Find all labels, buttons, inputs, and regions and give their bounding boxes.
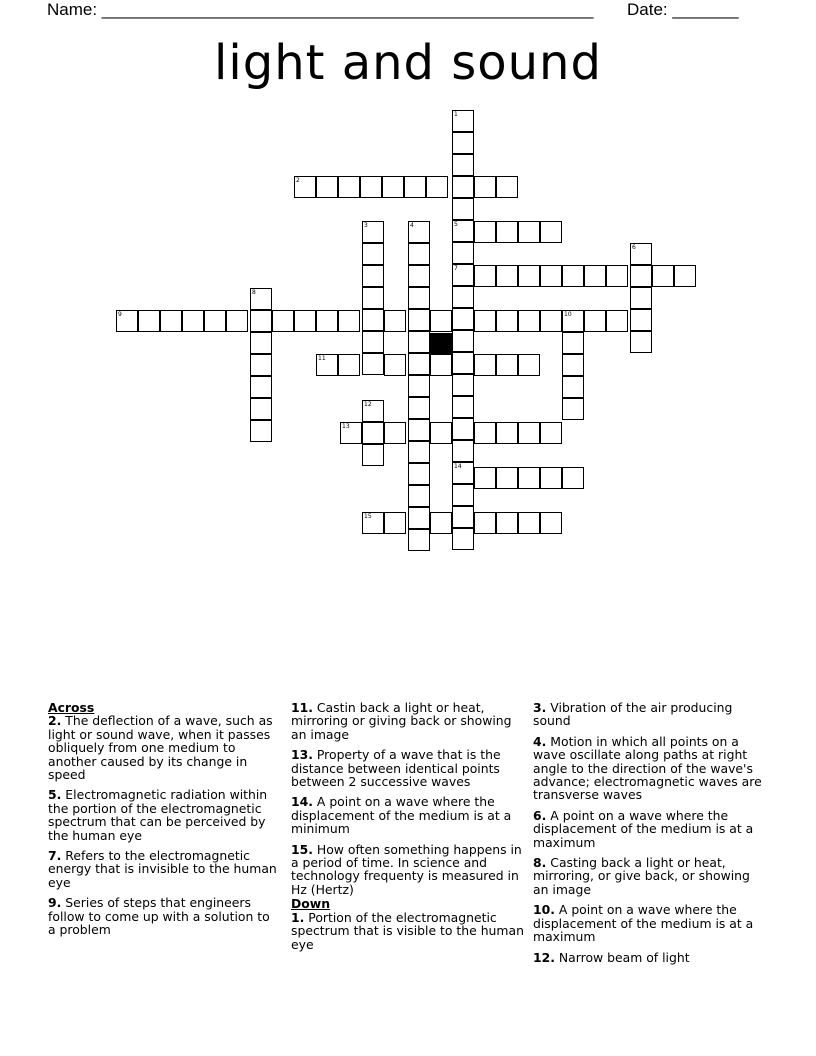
grid-cell[interactable] [408, 331, 430, 353]
grid-cell[interactable] [562, 332, 584, 354]
cell-number: 12 [364, 401, 372, 408]
grid-cell[interactable] [540, 422, 562, 444]
grid-cell[interactable] [408, 441, 430, 463]
grid-cell[interactable] [384, 422, 406, 444]
grid-cell[interactable] [474, 354, 496, 376]
grid-cell[interactable] [452, 484, 474, 506]
grid-cell[interactable] [408, 463, 430, 485]
grid-cell[interactable] [250, 310, 272, 332]
clue-item: 2. The deflection of a wave, such as light or sound wave, when it passes obliquely from one medium to another caused by its change in speed [48, 713, 273, 783]
grid-cell[interactable] [452, 418, 474, 440]
cell-number: 14 [454, 463, 462, 470]
grid-cell[interactable] [606, 265, 628, 287]
cell-number: 1 [454, 111, 458, 118]
grid-cell[interactable] [540, 310, 562, 332]
grid-cell[interactable] [404, 176, 426, 198]
grid-cell[interactable] [250, 332, 272, 354]
clue-item: 15. How often something happens in a period of time. In science and technology frequenty is measured in Hz (Hertz) [291, 841, 522, 897]
cell-number: 15 [364, 513, 372, 520]
clue-item: 1. Portion of the electromagnetic spectrum that is visible to the human eye [291, 909, 524, 952]
cell-number: 3 [364, 222, 368, 229]
clue-item: 11. Castin back a light or heat, mirroring or giving back or showing an image [291, 700, 512, 742]
grid-cell[interactable] [630, 287, 652, 309]
clues-column-1 [48, 701, 280, 944]
grid-cell[interactable] [384, 310, 406, 332]
grid-cell[interactable] [540, 221, 562, 243]
clue-item: 9. Series of steps that engineers follow to come up with a solution to a problem [48, 895, 270, 938]
cell-number: 4 [410, 222, 414, 229]
grid-cell[interactable] [452, 330, 474, 352]
clue-item: 8. Casting back a light or heat, mirroring, or give back, or showing an image [533, 855, 750, 897]
grid-cell[interactable] [362, 331, 384, 353]
grid-cell[interactable] [430, 422, 452, 444]
grid-cell[interactable] [316, 354, 338, 376]
grid-cell[interactable] [540, 265, 562, 287]
grid-cell[interactable] [382, 176, 404, 198]
grid-cell[interactable] [496, 512, 518, 534]
grid-cell[interactable] [562, 310, 584, 332]
grid-cell[interactable] [474, 265, 496, 287]
grid-cell[interactable] [496, 467, 518, 489]
grid-cell[interactable] [362, 287, 384, 309]
grid-cell[interactable] [452, 264, 474, 286]
grid-cell[interactable] [452, 440, 474, 462]
grid-cell[interactable] [518, 354, 540, 376]
cell-number: 8 [252, 289, 256, 296]
grid-cell[interactable] [496, 176, 518, 198]
grid-cell[interactable] [452, 352, 474, 374]
across-heading: Across [48, 700, 95, 715]
grid-cell[interactable] [408, 485, 430, 507]
grid-cell[interactable] [496, 422, 518, 444]
grid-cell[interactable] [160, 310, 182, 332]
grid-cell[interactable] [474, 467, 496, 489]
name-field[interactable]: Name: ____________________________________________________ [47, 0, 594, 19]
grid-cell[interactable] [250, 288, 272, 310]
grid-cell[interactable] [452, 308, 474, 330]
grid-cell[interactable] [362, 400, 384, 422]
grid-cell[interactable] [116, 310, 138, 332]
grid-cell[interactable] [584, 265, 606, 287]
grid-cell[interactable] [562, 354, 584, 376]
grid-cell[interactable] [452, 154, 474, 176]
black-square [430, 333, 452, 355]
cell-number: 2 [296, 177, 300, 184]
clue-item: 10. A point on a wave where the displacement of the medium is at a maximum [533, 902, 754, 945]
grid-cell[interactable] [360, 176, 382, 198]
grid-cell[interactable] [540, 512, 562, 534]
grid-cell[interactable] [408, 375, 430, 397]
grid-cell[interactable] [452, 462, 474, 484]
cell-number: 9 [118, 311, 122, 318]
clues-column-2 [291, 701, 527, 958]
grid-cell[interactable] [452, 506, 474, 528]
cell-number: 5 [454, 221, 458, 228]
grid-cell[interactable] [518, 310, 540, 332]
grid-cell[interactable] [204, 310, 226, 332]
grid-cell[interactable] [430, 310, 452, 332]
grid-cell[interactable] [496, 265, 518, 287]
grid-cell[interactable] [362, 265, 384, 287]
grid-cell[interactable] [250, 376, 272, 398]
grid-cell[interactable] [362, 444, 384, 466]
grid-cell[interactable] [408, 309, 430, 331]
cell-number: 6 [632, 244, 636, 251]
grid-cell[interactable] [496, 221, 518, 243]
grid-cell[interactable] [630, 265, 652, 287]
grid-cell[interactable] [630, 309, 652, 331]
grid-cell[interactable] [674, 265, 696, 287]
grid-cell[interactable] [316, 176, 338, 198]
grid-cell[interactable] [562, 265, 584, 287]
grid-cell[interactable] [408, 221, 430, 243]
grid-cell[interactable] [362, 353, 384, 375]
grid-cell[interactable] [452, 198, 474, 220]
down-heading: Down [291, 896, 331, 912]
grid-cell[interactable] [362, 221, 384, 243]
grid-cell[interactable] [630, 331, 652, 353]
clue-item: 5. Electromagnetic radiation within the portion of the electromagnetic spectrum that can be perceived by the human eye [48, 787, 268, 843]
cell-number: 7 [454, 265, 458, 272]
clue-item: 4. Motion in which all points on a wave oscillate along paths at right angle to the direction of the wave's advance; electromagnetic waves are transverse waves [533, 733, 762, 803]
grid-cell[interactable] [518, 467, 540, 489]
grid-cell[interactable] [496, 354, 518, 376]
grid-cell[interactable] [384, 354, 406, 376]
clue-item: 7. Refers to the electromagnetic energy that is invisible to the human eye [48, 848, 277, 890]
grid-cell[interactable] [340, 422, 362, 444]
grid-cell[interactable] [338, 176, 360, 198]
grid-cell[interactable] [562, 467, 584, 489]
date-field[interactable]: Date: _______ [627, 0, 739, 19]
grid-cell[interactable] [452, 396, 474, 418]
grid-cell[interactable] [362, 309, 384, 331]
grid-cell[interactable] [518, 422, 540, 444]
grid-cell[interactable] [562, 398, 584, 420]
clue-item: 6. A point on a wave where the displacement of the medium is at a maximum [533, 807, 754, 850]
grid-cell[interactable] [452, 132, 474, 154]
grid-cell[interactable] [182, 310, 204, 332]
grid-cell[interactable] [362, 243, 384, 265]
grid-cell[interactable] [452, 286, 474, 308]
grid-cell[interactable] [584, 310, 606, 332]
grid-cell[interactable] [518, 221, 540, 243]
grid-cell[interactable] [562, 376, 584, 398]
grid-cell[interactable] [430, 512, 452, 534]
grid-cell[interactable] [138, 310, 160, 332]
grid-cell[interactable] [294, 310, 316, 332]
cell-number: 11 [318, 355, 326, 362]
grid-cell[interactable] [518, 512, 540, 534]
grid-cell[interactable] [474, 176, 496, 198]
grid-cell[interactable] [452, 242, 474, 264]
grid-cell[interactable] [474, 422, 496, 444]
grid-cell[interactable] [408, 243, 430, 265]
grid-cell[interactable] [338, 310, 360, 332]
grid-cell[interactable] [338, 354, 360, 376]
grid-cell[interactable] [474, 221, 496, 243]
grid-cell[interactable] [384, 512, 406, 534]
grid-cell[interactable] [250, 420, 272, 442]
grid-cell[interactable] [474, 310, 496, 332]
grid-cell[interactable] [474, 512, 496, 534]
page-title: light and sound [214, 35, 602, 91]
grid-cell[interactable] [452, 528, 474, 550]
grid-cell[interactable] [452, 110, 474, 132]
grid-cell[interactable] [226, 310, 248, 332]
cell-number: 13 [342, 423, 350, 430]
clues-column-3 [533, 701, 769, 971]
grid-cell[interactable] [496, 310, 518, 332]
grid-cell[interactable] [272, 310, 294, 332]
grid-cell[interactable] [452, 176, 474, 198]
grid-cell[interactable] [408, 419, 430, 441]
clue-item: 12. Narrow beam of light [533, 949, 690, 965]
grid-cell[interactable] [540, 467, 562, 489]
grid-cell[interactable] [250, 398, 272, 420]
cell-number: 10 [564, 311, 572, 318]
grid-cell[interactable] [362, 512, 384, 534]
grid-cell[interactable] [452, 220, 474, 242]
grid-cell[interactable] [652, 265, 674, 287]
grid-cell[interactable] [362, 422, 384, 444]
grid-cell[interactable] [408, 507, 430, 529]
grid-cell[interactable] [316, 310, 338, 332]
grid-cell[interactable] [294, 176, 316, 198]
grid-cell[interactable] [452, 374, 474, 396]
grid-cell[interactable] [408, 353, 430, 375]
grid-cell[interactable] [630, 243, 652, 265]
grid-cell[interactable] [430, 354, 452, 376]
grid-cell[interactable] [518, 265, 540, 287]
grid-cell[interactable] [606, 310, 628, 332]
grid-cell[interactable] [408, 529, 430, 551]
grid-cell[interactable] [408, 287, 430, 309]
grid-cell[interactable] [408, 265, 430, 287]
grid-cell[interactable] [250, 354, 272, 376]
clue-item: 14. A point on a wave where the displacement of the medium is at a minimum [291, 794, 512, 837]
grid-cell[interactable] [426, 176, 448, 198]
grid-cell[interactable] [408, 397, 430, 419]
clue-item: 3. Vibration of the air producing sound [533, 700, 733, 729]
clue-item: 13. Property of a wave that is the distance between identical points between 2 successive waves [291, 747, 501, 790]
